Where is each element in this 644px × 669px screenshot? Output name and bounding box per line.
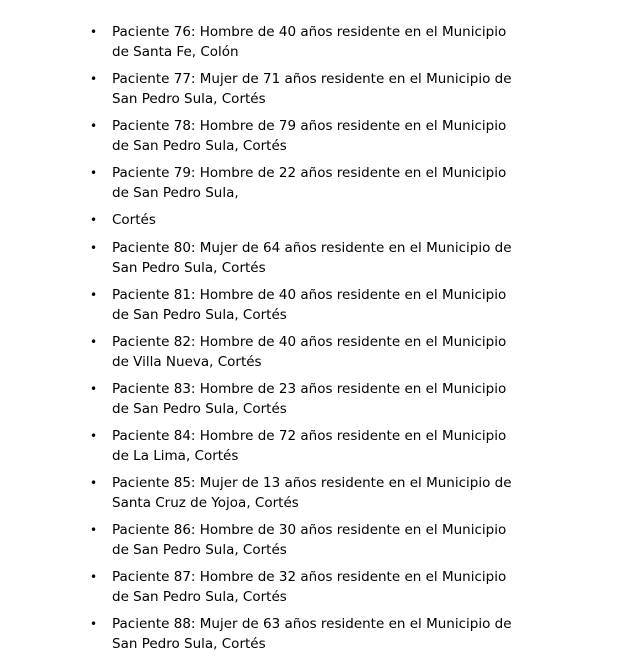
bullet-icon: • bbox=[90, 241, 98, 255]
list-item bbox=[90, 22, 520, 62]
list-item-text: Paciente 84: Hombre de 72 años residente en el Municipio de La Lima, Cortés bbox=[112, 428, 507, 464]
list-item-text: Paciente 87: Hombre de 32 años residente en el Municipio de San Pedro Sula, Cortés bbox=[112, 569, 507, 605]
list-item-text: Paciente 88: Mujer de 63 años residente en el Municipio de San Pedro Sula, Cortés bbox=[112, 616, 512, 652]
bullet-icon: • bbox=[90, 523, 98, 537]
list-item-text: Paciente 83: Hombre de 23 años residente en el Municipio de San Pedro Sula, Cortés bbox=[112, 381, 507, 417]
list-item-text: Paciente 77: Mujer de 71 años residente en el Municipio de San Pedro Sula, Cortés bbox=[112, 71, 512, 107]
list-item bbox=[90, 163, 520, 203]
bullet-icon: • bbox=[90, 119, 98, 133]
list-item-text: Paciente 76: Hombre de 40 años residente en el Municipio de Santa Fe, Colón bbox=[112, 24, 507, 60]
bullet-icon: • bbox=[90, 382, 98, 396]
list-item-text: Paciente 86: Hombre de 30 años residente en el Municipio de San Pedro Sula, Cortés bbox=[112, 522, 507, 558]
list-item-text: Paciente 79: Hombre de 22 años residente en el Municipio de San Pedro Sula, bbox=[112, 165, 507, 201]
list-item bbox=[90, 285, 520, 325]
list-item-text: Paciente 81: Hombre de 40 años residente en el Municipio de San Pedro Sula, Cortés bbox=[112, 287, 507, 323]
patient-list bbox=[90, 22, 520, 661]
list-item-text: Paciente 82: Hombre de 40 años residente en el Municipio de Villa Nueva, Cortés bbox=[112, 334, 507, 370]
bullet-icon: • bbox=[90, 335, 98, 349]
bullet-icon: • bbox=[90, 570, 98, 584]
list-item bbox=[90, 426, 520, 466]
list-item bbox=[90, 69, 520, 109]
list-item bbox=[90, 238, 520, 278]
bullet-icon: • bbox=[90, 617, 98, 631]
list-item-text: Cortés bbox=[112, 212, 156, 228]
bullet-icon: • bbox=[90, 429, 98, 443]
bullet-icon: • bbox=[90, 72, 98, 86]
list-item-text: Paciente 85: Mujer de 13 años residente en el Municipio de Santa Cruz de Yojoa, Cortés bbox=[112, 475, 512, 511]
bullet-icon: • bbox=[90, 476, 98, 490]
list-item bbox=[90, 473, 520, 513]
list-item bbox=[90, 116, 520, 156]
list-item-text: Paciente 78: Hombre de 79 años residente en el Municipio de San Pedro Sula, Cortés bbox=[112, 118, 507, 154]
list-item bbox=[90, 614, 520, 654]
list-item bbox=[90, 332, 520, 372]
bullet-icon: • bbox=[90, 288, 98, 302]
bullet-icon: • bbox=[90, 25, 98, 39]
bullet-icon: • bbox=[90, 213, 98, 227]
list-item bbox=[90, 520, 520, 560]
list-item bbox=[90, 379, 520, 419]
bullet-icon: • bbox=[90, 166, 98, 180]
list-item-text: Paciente 80: Mujer de 64 años residente en el Municipio de San Pedro Sula, Cortés bbox=[112, 240, 512, 276]
list-item bbox=[90, 567, 520, 607]
list-item bbox=[90, 210, 520, 230]
